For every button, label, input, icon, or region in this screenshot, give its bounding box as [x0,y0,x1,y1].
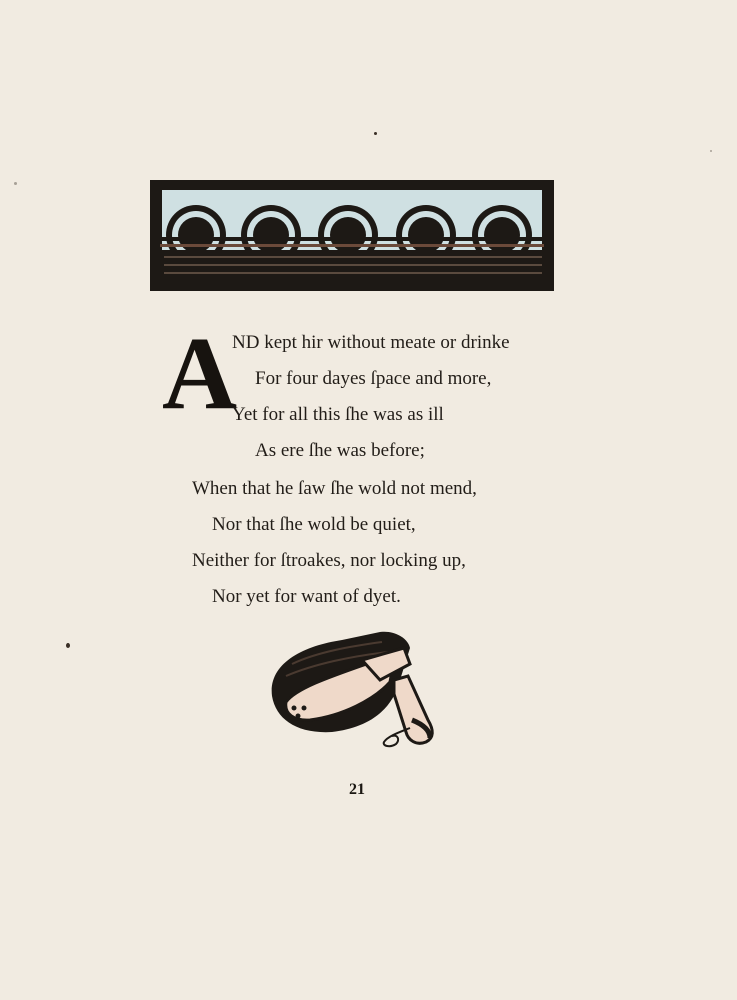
poem-line-8: Nor yet for want of dyet. [212,586,401,607]
poem-line-2: For four dayes ſpace and more, [255,368,492,389]
paper-speck [710,150,712,152]
poem-line-5: When that he ſaw ſhe wold not mend, [192,478,477,499]
page-number: 21 [349,781,365,798]
poem-line-4: As ere ſhe was before; [255,440,425,461]
poem-line-6: Nor that ſhe wold be quiet, [212,514,416,535]
bellows-illustration [262,624,446,750]
paper-speck [66,643,70,648]
paper-speck [374,132,377,135]
poem-line-3: Yet for all this ſhe was as ill [232,404,444,425]
paper-speck [14,182,17,185]
poem-line-7: Neither for ſtroakes, nor locking up, [192,550,466,571]
poem-line-1: ND kept hir without meate or drinke [232,332,510,353]
header-ornament [150,180,554,291]
drop-cap: A [162,316,238,431]
